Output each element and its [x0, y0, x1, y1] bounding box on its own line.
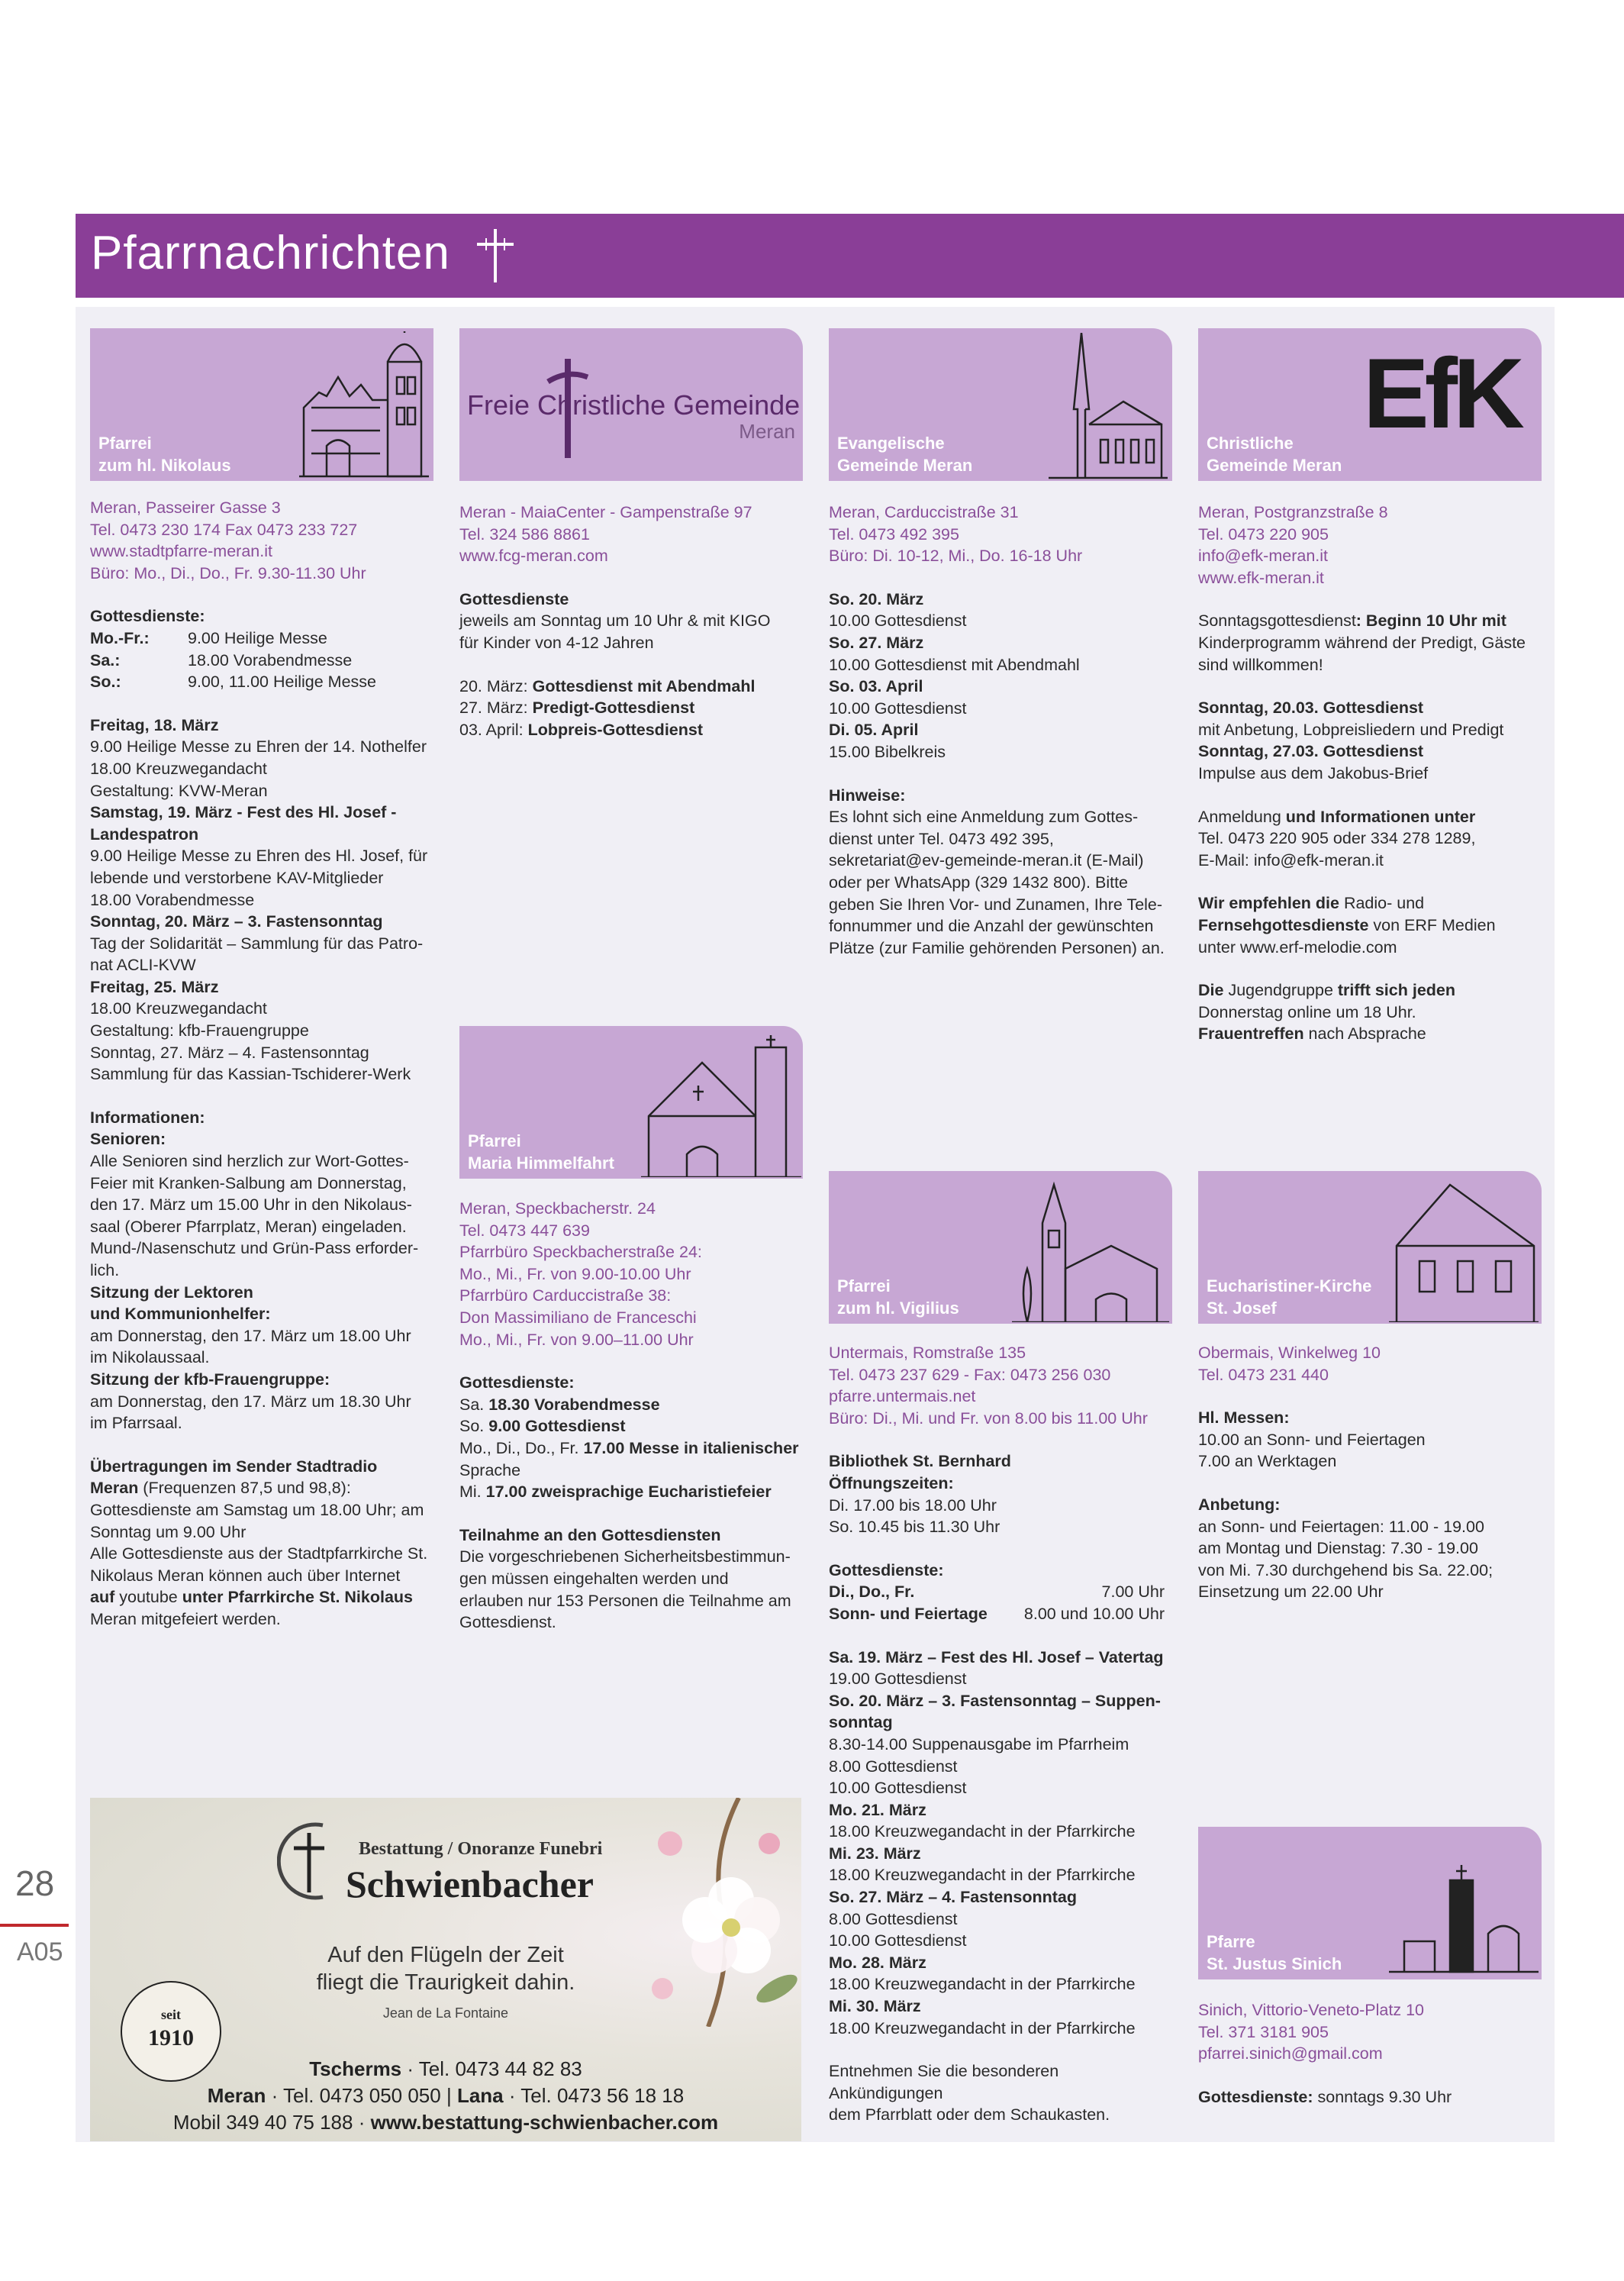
text-line: Freitag, 25. März: [90, 977, 219, 996]
text-line: Landespatron: [90, 824, 199, 844]
column-fcg: [459, 502, 803, 740]
text-line: 18.00 Kreuzwegandacht: [90, 999, 267, 1018]
text-line: So. 9.00 Gottesdienst: [459, 1417, 626, 1436]
text-line: Alle Gottesdienste aus der Stadtpfarrkirche St.: [90, 1544, 428, 1563]
text-block: [459, 589, 803, 741]
ad-tel: · Tel. 0473 050 050 |: [266, 2084, 457, 2107]
text-line: mit Anbetung, Lobpreisliedern und Predigt: [1198, 720, 1504, 739]
seal-seit: seit: [161, 2007, 181, 2022]
text-line: im Nikolaussaal.: [90, 1348, 210, 1367]
text-line: Sitzung der kfb-Frauengruppe:: [90, 1370, 330, 1389]
contact-line: Büro: Di., Mi. und Fr. von 8.00 bis 11.00 Uhr: [829, 1408, 1148, 1428]
text-line: auf youtube unter Pfarrkirche St. Nikolaus: [90, 1588, 414, 1607]
fcg-cross-icon: [545, 354, 591, 461]
text-line: 10.00 Gottesdienst: [829, 1931, 967, 1950]
header-label: [98, 432, 231, 476]
text-line: Sonntag, 27.03. Gottesdienst: [1198, 742, 1424, 761]
header-label-line: Pfarrei: [98, 434, 152, 453]
header-label-line: zum hl. Vigilius: [837, 1299, 959, 1318]
fcg-logo: [467, 389, 800, 421]
text-line: Sonntag, 27. März – 4. Fastensonntag: [90, 1043, 369, 1062]
header-label-line: Pfarre: [1207, 1932, 1255, 1951]
text-line: Kinderprogramm während der Predigt, Gäste: [1198, 633, 1526, 652]
ad-quote-author: Jean de La Fontaine: [382, 2005, 509, 2021]
contact-line: www.fcg-meran.com: [459, 547, 608, 566]
ad-contact-line-2: [90, 2084, 801, 2108]
header-efk: [1198, 328, 1542, 481]
header-label-line: Evangelische: [837, 434, 945, 453]
text-line: sind willkommen!: [1198, 655, 1323, 674]
header-label-line: St. Justus Sinich: [1207, 1954, 1342, 1973]
text-line: Mi. 17.00 zweisprachige Eucharistiefeier: [459, 1482, 772, 1502]
fcg-logo-meran: Meran: [739, 420, 795, 443]
column-vigilius: [829, 1342, 1172, 2126]
header-label: [1207, 1931, 1342, 1975]
text-line: Mo. 21. März: [829, 1800, 926, 1819]
services-table: [90, 628, 433, 693]
text-line: 7.00 an Werktagen: [1198, 1452, 1337, 1471]
text-line: Informationen:: [90, 1108, 205, 1127]
header-fcg: [459, 328, 803, 481]
text-line: dem Pfarrblatt oder dem Schaukasten.: [829, 2105, 1110, 2125]
contact-line: info@efk-meran.it: [1198, 547, 1328, 566]
text-line: Gestaltung: kfb-Frauengruppe: [90, 1021, 309, 1040]
text-line: Meran mitgefeiert werden.: [90, 1609, 281, 1628]
text-line: Sprache: [459, 1460, 521, 1479]
contact-line: Mo., Mi., Fr. von 9.00-10.00 Uhr: [459, 1264, 691, 1283]
column-evangelisch: [829, 502, 1172, 959]
contact-line: Obermais, Winkelweg 10: [1198, 1344, 1381, 1362]
table-row: Di., Do., Fr. 7.00 Uhr: [829, 1583, 1165, 1602]
header-label-line: Pfarrei: [468, 1131, 521, 1150]
text-line: 19.00 Gottesdienst: [829, 1670, 967, 1689]
text-line: 18.00 Kreuzwegandacht in der Pfarrkirche: [829, 1975, 1136, 1994]
contact-line: pfarre.untermais.net: [829, 1387, 976, 1406]
text-line: 15.00 Bibelkreis: [829, 742, 946, 761]
text-line: an Sonn- und Feiertagen: 11.00 - 19.00: [1198, 1517, 1484, 1536]
header-label: [1207, 1275, 1371, 1319]
church-eucharistiner-icon: [1389, 1177, 1539, 1322]
text-line: 18.00 Kreuzwegandacht in der Pfarrkirche: [829, 2018, 1136, 2037]
services-table: [829, 1581, 1172, 1624]
text-line: erlauben nur 153 Personen die Teilnahme am: [459, 1591, 791, 1610]
text-block: [90, 715, 433, 1631]
section-title: Pfarrnachrichten: [91, 227, 450, 279]
text-line: sonntag: [829, 1713, 893, 1732]
contact-block: [1198, 1342, 1542, 1386]
header-maria-himmelfahrt: [459, 1026, 803, 1179]
text-line: Anmeldung und Informationen unter: [1198, 807, 1476, 826]
text-line: Einsetzung um 22.00 Uhr: [1198, 1583, 1384, 1602]
church-nikolaus-icon: [296, 331, 432, 479]
text-line: So. 20. März: [829, 589, 924, 608]
text-line: 20. März: Gottesdienst mit Abendmahl: [459, 676, 756, 695]
ad-quote-line-2: fliegt die Traurigkeit dahin.: [316, 1970, 575, 1995]
text-line: Sonntag um 9.00 Uhr: [90, 1522, 246, 1541]
text-line: 10.00 Gottesdienst: [829, 611, 967, 631]
text-line: Freitag, 18. März: [90, 715, 219, 734]
header-label-line: Pfarrei: [837, 1276, 891, 1295]
text-line: Gottesdienste: [459, 589, 569, 608]
text-line: Mo., Di., Do., Fr. 17.00 Messe in italienischer: [459, 1438, 799, 1457]
text-line: dienst unter Tel. 0473 492 395,: [829, 829, 1054, 848]
column-nikolaus: [90, 497, 433, 1631]
efk-logo: EfK: [1363, 337, 1520, 449]
text-line: Öffnungszeiten:: [829, 1473, 954, 1492]
text-line: Sa. 18.30 Vorabendmesse: [459, 1395, 660, 1414]
text-line: Fernsehgottesdienste von ERF Medien: [1198, 915, 1496, 934]
text-line: Sonntag, 20.03. Gottesdienst: [1198, 698, 1424, 718]
contact-line: Pfarrbüro Speckbacherstraße 24:: [459, 1243, 702, 1262]
text-line: oder per WhatsApp (329 1432 800). Bitte: [829, 873, 1129, 892]
advertisement-schwienbacher: [90, 1798, 801, 2141]
text-line: Gottesdienste:: [459, 1373, 575, 1392]
header-label-line: Maria Himmelfahrt: [468, 1153, 614, 1173]
header-nikolaus: [90, 328, 433, 481]
text-line: Teilnahme an den Gottesdiensten: [459, 1525, 721, 1544]
text-block: [1198, 1407, 1542, 1603]
contact-block: [1198, 1999, 1542, 2065]
column-sinich: [1198, 1999, 1542, 2108]
text-line: nat ACLI-KVW: [90, 956, 196, 975]
contact-line: Tel. 0473 231 440: [1198, 1365, 1329, 1384]
text-line: am Donnerstag, den 17. März um 18.00 Uhr: [90, 1326, 411, 1345]
ad-website-link[interactable]: www.bestattung-schwienbacher.com: [370, 2111, 719, 2134]
text-line: Alle Senioren sind herzlich zur Wort-Gottes-: [90, 1152, 409, 1171]
text-line: Impulse aus dem Jakobus-Brief: [1198, 763, 1429, 782]
header-label: [468, 1130, 614, 1174]
text-line: Donnerstag online um 18 Uhr.: [1198, 1002, 1416, 1021]
ad-subtitle: Bestattung / Onoranze Funebri: [359, 1839, 603, 1859]
contact-line: Pfarrbüro Carduccistraße 38:: [459, 1286, 672, 1305]
table-row: Mo.-Fr.: 9.00 Heilige Messe: [90, 628, 327, 647]
text-line: 8.30-14.00 Suppenausgabe im Pfarrheim: [829, 1734, 1129, 1753]
text-line: Senioren:: [90, 1130, 166, 1149]
ad-tel: · Tel. 0473 44 82 83: [401, 2057, 582, 2080]
ad-tel: · Tel. 0473 56 18 18: [503, 2084, 685, 2107]
contact-line: Untermais, Romstraße 135: [829, 1344, 1026, 1362]
text-line: 18.00 Kreuzwegandacht: [90, 759, 267, 778]
text-line: Sonntagsgottesdienst: Beginn 10 Uhr mit: [1198, 611, 1506, 631]
text-line: und Kommunionhelfer:: [90, 1305, 271, 1324]
column-eucharistiner: [1198, 1342, 1542, 1603]
text-line: So. 27. März – 4. Fastensonntag: [829, 1888, 1077, 1907]
text-line: Sitzung der Lektoren: [90, 1282, 253, 1302]
text-line: für Kinder von 4-12 Jahren: [459, 633, 654, 652]
text-line: 27. März: Predigt-Gottesdienst: [459, 698, 695, 718]
text-line: geben Sie Ihren Vor- und Zunamen, Ihre Tele-: [829, 895, 1163, 914]
contact-line: Büro: Mo., Di., Do., Fr. 9.30-11.30 Uhr: [90, 563, 366, 582]
church-sinich-icon: [1389, 1857, 1539, 1976]
text-line: Übertragungen im Sender Stadtradio: [90, 1457, 378, 1476]
contact-line: Tel. 0473 237 629 - Fax: 0473 256 030: [829, 1365, 1111, 1384]
text-line: Mi. 23. März: [829, 1844, 921, 1863]
logo-word: Freie: [467, 389, 530, 421]
text-line: am Montag und Dienstag: 7.30 - 19.00: [1198, 1539, 1478, 1558]
header-label-line: Gemeinde Meran: [1207, 456, 1342, 475]
cross-icon: [472, 226, 518, 286]
page-number: 28: [15, 1863, 55, 1903]
contact-line: Tel. 324 586 8861: [459, 524, 590, 544]
text-line: Di. 17.00 bis 18.00 Uhr: [829, 1495, 997, 1515]
contact-line: Tel. 0473 220 905: [1198, 524, 1329, 544]
ad-place: Tscherms: [309, 2057, 402, 2080]
church-evangelisch-icon: [1047, 333, 1169, 479]
schwienbacher-cross-icon: [277, 1819, 346, 1903]
text-line: lich.: [90, 1261, 120, 1279]
column-efk: [1198, 502, 1542, 1045]
ad-mobile: Mobil 349 40 75 188 ·: [172, 2111, 371, 2134]
text-block: [829, 1450, 1172, 1581]
header-label: [1207, 432, 1342, 476]
text-block: [829, 589, 1172, 960]
text-line: Samstag, 19. März - Fest des Hl. Josef -: [90, 803, 397, 822]
ad-place: Meran: [207, 2084, 266, 2107]
text-line: 10.00 Gottesdienst: [829, 698, 967, 718]
text-line: Sa. 19. März – Fest des Hl. Josef – Vatertag: [829, 1647, 1164, 1666]
services-heading: Gottesdienste:: [90, 607, 205, 626]
text-line: 8.00 Gottesdienst: [829, 1757, 958, 1776]
contact-line: Meran, Carduccistraße 31: [829, 503, 1019, 521]
ad-contact-line-3: [90, 2111, 801, 2134]
text-line: E-Mail: info@efk-meran.it: [1198, 850, 1384, 869]
text-line: fonnummer und die Anzahl der gewünschten: [829, 917, 1154, 936]
services-label: Gottesdienste:: [1198, 2087, 1313, 2106]
contact-line: www.stadtpfarre-meran.it: [90, 542, 272, 561]
text-line: Tag der Solidarität – Sammlung für das Patro-: [90, 934, 424, 953]
contact-line: www.efk-meran.it: [1198, 568, 1324, 587]
text-line: 10.00 an Sonn- und Feiertagen: [1198, 1430, 1426, 1449]
contact-line: Tel. 371 3181 905: [1198, 2022, 1329, 2041]
text-line: Sonntag, 20. März – 3. Fastensonntag: [90, 912, 383, 931]
text-line: Gottesdienst.: [459, 1613, 556, 1632]
text-line: jeweils am Sonntag um 10 Uhr & mit KIGO: [459, 611, 771, 631]
text-line: Plätze (zur Familie gehörenden Personen) an.: [829, 938, 1165, 957]
contact-line: Tel. 0473 230 174 Fax 0473 233 727: [90, 520, 358, 539]
text-line: Mund-/Nasenschutz und Grün-Pass erforder-: [90, 1239, 419, 1258]
text-line: 9.00 Heilige Messe zu Ehren des Hl. Josef, für: [90, 847, 428, 866]
text-line: am Donnerstag, den 17. März um 18.30 Uhr: [90, 1392, 411, 1411]
text-line: Gottesdienste am Samstag um 18.00 Uhr; am: [90, 1500, 424, 1519]
text-line: Gottesdienste:: [829, 1560, 944, 1579]
text-line: Tel. 0473 220 905 oder 334 278 1289,: [1198, 829, 1476, 848]
header-eucharistiner: [1198, 1171, 1542, 1324]
text-line: 10.00 Gottesdienst mit Abendmahl: [829, 655, 1080, 674]
contact-line: Tel. 0473 447 639: [459, 1221, 590, 1240]
logo-word: Christliche: [537, 389, 666, 421]
text-line: Anbetung:: [1198, 1495, 1281, 1514]
text-line: gen müssen eingehalten werden und: [459, 1569, 729, 1588]
sinich-services: [1198, 2086, 1542, 2108]
contact-line: Büro: Di. 10-12, Mi., Do. 16-18 Uhr: [829, 547, 1083, 566]
text-line: Entnehmen Sie die besonderen Ankündigungen: [829, 2062, 1059, 2102]
text-line: Mi. 30. März: [829, 1997, 921, 2016]
text-line: 18.00 Kreuzwegandacht in der Pfarrkirche: [829, 1822, 1136, 1841]
contact-line: Meran, Postgranzstraße 8: [1198, 503, 1388, 521]
contact-line: Meran, Speckbacherstr. 24: [459, 1199, 656, 1218]
church-maria-icon: [641, 1032, 801, 1177]
text-line: von Mi. 7.30 durchgehend bis Sa. 22.00;: [1198, 1560, 1494, 1579]
text-line: Die vorgeschriebenen Sicherheitsbestimmun-: [459, 1547, 791, 1566]
page-rule: [0, 1924, 69, 1927]
text-line: 18.00 Kreuzwegandacht in der Pfarrkirche: [829, 1866, 1136, 1885]
contact-block: [1198, 502, 1542, 589]
ad-quote-line-1: Auf den Flügeln der Zeit: [327, 1943, 564, 1967]
contact-block: [90, 497, 433, 584]
header-vigilius: [829, 1171, 1172, 1324]
contact-line: Don Massimiliano de Franceschi: [459, 1308, 697, 1327]
text-line: Hl. Messen:: [1198, 1408, 1290, 1428]
text-line: Die Jugendgruppe trifft sich jeden: [1198, 981, 1455, 1000]
text-line: So. 03. April: [829, 677, 923, 696]
column-maria-himmelfahrt: [459, 1198, 803, 1634]
contact-line: Sinich, Vittorio-Veneto-Platz 10: [1198, 2001, 1424, 2019]
text-line: Sammlung für das Kassian-Tschiderer-Werk: [90, 1065, 411, 1084]
text-line: So. 20. März – 3. Fastensonntag – Suppen-: [829, 1691, 1161, 1710]
table-row: Sonn- und Feiertage 8.00 und 10.00 Uhr: [829, 1604, 1165, 1623]
header-label: [837, 1275, 959, 1319]
table-row: Sa.: 18.00 Vorabendmesse: [90, 650, 353, 669]
text-line: den 17. März um 15.00 Uhr in den Nikolaus-: [90, 1195, 412, 1215]
ad-name: Schwienbacher: [346, 1863, 594, 1905]
contact-block: [829, 1342, 1172, 1429]
text-line: sekretariat@ev-gemeinde-meran.it (E-Mail): [829, 851, 1144, 870]
logo-word: Gemeinde: [673, 389, 801, 421]
text-block: [459, 1372, 803, 1634]
text-line: Hinweise:: [829, 786, 906, 805]
text-line: Mo. 28. März: [829, 1953, 926, 1972]
text-line: Frauentreffen nach Absprache: [1198, 1024, 1426, 1044]
text-line: 18.00 Vorabendmesse: [90, 890, 255, 909]
text-line: saal (Oberer Pfarrplatz, Meran) eingeladen.: [90, 1217, 407, 1236]
text-line: Meran (Frequenzen 87,5 und 98,8):: [90, 1479, 351, 1498]
header-evangelisch: [829, 328, 1172, 481]
text-line: Bibliothek St. Bernhard: [829, 1452, 1011, 1471]
text-line: Di. 05. April: [829, 721, 919, 740]
contact-line: Mo., Mi., Fr. von 9.00–11.00 Uhr: [459, 1330, 694, 1349]
text-line: Wir empfehlen die Radio- und: [1198, 894, 1425, 913]
text-line: 10.00 Gottesdienst: [829, 1779, 967, 1798]
seal-year: 1910: [148, 2025, 194, 2050]
contact-line: Meran - MaiaCenter - Gampenstraße 97: [459, 503, 752, 521]
header-label: [837, 432, 972, 476]
header-label-line: Eucharistiner-Kirche: [1207, 1276, 1372, 1295]
text-line: lebende und verstorbene KAV-Mitglieder: [90, 868, 384, 887]
header-label-line: Gemeinde Meran: [837, 456, 973, 475]
text-line: unter www.erf-melodie.com: [1198, 937, 1397, 957]
text-line: Gestaltung: KVW-Meran: [90, 781, 268, 800]
text-line: So. 10.45 bis 11.30 Uhr: [829, 1518, 1000, 1537]
text-line: Es lohnt sich eine Anmeldung zum Gottes-: [829, 808, 1139, 827]
contact-block: [459, 502, 803, 567]
text-line: im Pfarrsaal.: [90, 1414, 182, 1433]
ad-contact-line-1: [90, 2057, 801, 2081]
header-label-line: Christliche: [1207, 434, 1294, 453]
services-text: sonntags 9.30 Uhr: [1313, 2087, 1452, 2106]
ad-place: Lana: [456, 2084, 504, 2107]
text-block: [1198, 610, 1542, 1045]
header-label-line: St. Josef: [1207, 1299, 1277, 1318]
header-sinich: [1198, 1827, 1542, 1979]
church-vigilius-icon: [1012, 1177, 1169, 1322]
contact-line: pfarrei.sinich@gmail.com: [1198, 2044, 1383, 2063]
table-row: So.: 9.00, 11.00 Heilige Messe: [90, 673, 376, 692]
section-banner: [76, 214, 1624, 298]
text-line: 9.00 Heilige Messe zu Ehren der 14. Nothelfer: [90, 737, 427, 757]
text-line: Feier mit Kranken-Salbung am Donnerstag,: [90, 1173, 407, 1192]
contact-line: Meran, Passeirer Gasse 3: [90, 498, 281, 517]
contact-block: [829, 502, 1172, 567]
text-line: So. 27. März: [829, 633, 924, 652]
text-line: Nikolaus Meran können auch über Internet: [90, 1566, 401, 1585]
contact-block: [459, 1198, 803, 1350]
text-line: 8.00 Gottesdienst: [829, 1909, 958, 1928]
text-line: 03. April: Lobpreis-Gottesdienst: [459, 720, 703, 739]
page-code: A05: [17, 1937, 63, 1966]
contact-line: Tel. 0473 492 395: [829, 524, 959, 544]
header-label-line: zum hl. Nikolaus: [98, 456, 231, 475]
text-block: [829, 1625, 1172, 2126]
